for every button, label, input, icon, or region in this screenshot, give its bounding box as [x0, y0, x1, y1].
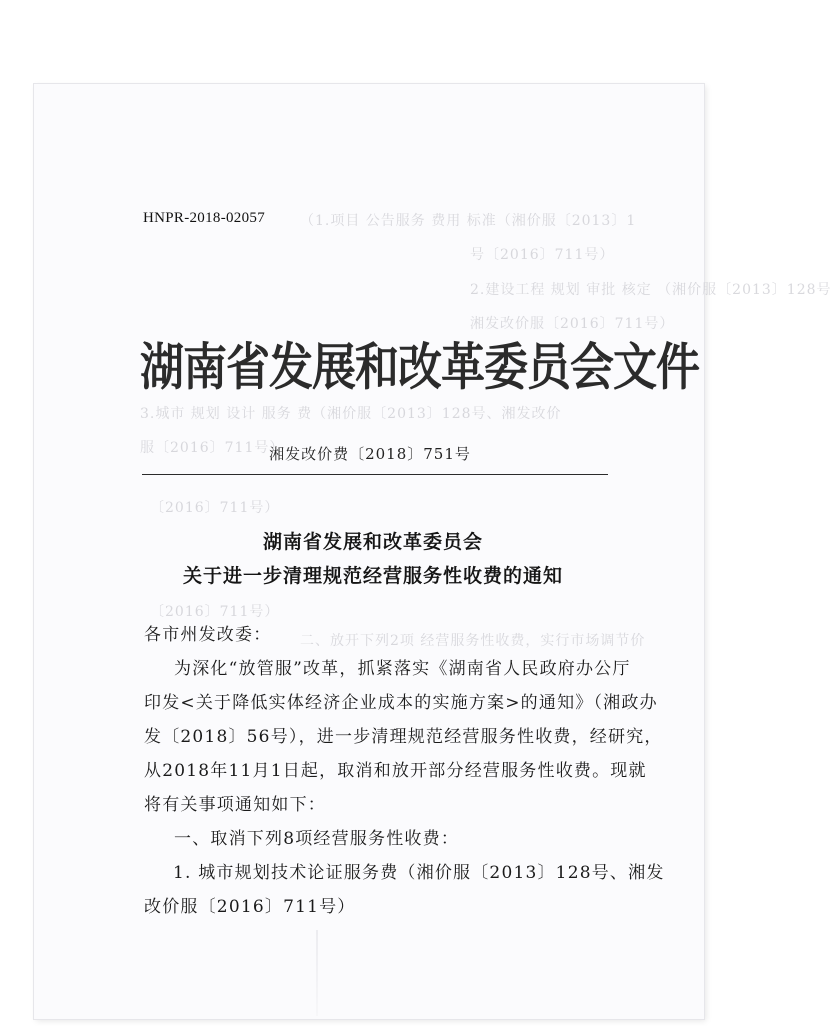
show-through-text: 2.建设工程 规划 审批 核定 （湘价服〔2013〕128号 [470, 282, 832, 298]
show-through-text: 号〔2016〕711号） [470, 247, 615, 263]
notice-title-line-2: 关于进一步清理规范经营服务性收费的通知 [182, 565, 563, 587]
document-code: HNPR-2018-02057 [143, 210, 266, 226]
addressee: 各市州发改委： [144, 625, 272, 645]
file-number: 湘发改价费〔2018〕751号 [269, 445, 471, 463]
show-through-text: （1.项目 公告服务 费用 标准（湘价服〔2013〕1 [300, 213, 637, 229]
show-through-text: 湘发改价服〔2016〕711号） [470, 316, 675, 332]
body-line-2: 印发<关于降低实体经济企业成本的实施方案>的通知》（湘政办 [144, 693, 658, 713]
section-heading: 一、取消下列8项经营服务性收费： [174, 829, 460, 849]
issuer-header: 湖南省发展和改革委员会文件 [140, 338, 699, 398]
show-through-text: 服〔2016〕711号） [140, 440, 285, 456]
scan-fold-mark [316, 930, 318, 1016]
body-line-5: 将有关事项通知如下： [144, 795, 326, 815]
notice-title-line-1: 湖南省发展和改革委员会 [262, 531, 483, 553]
body-line-3: 发〔2018〕56号），进一步清理规范经营服务性收费，经研究， [144, 727, 663, 747]
list-item-1-line-2: 改价服〔2016〕711号） [144, 897, 356, 917]
list-item-1-line-1: 1. 城市规划技术论证服务费（湘价服〔2013〕128号、湘发 [173, 863, 665, 883]
show-through-text: 二、放开下列2项 经营服务性收费，实行市场调节价 [300, 633, 646, 649]
body-line-1: 为深化“放管服”改革，抓紧落实《湖南省人民政府办公厅 [174, 659, 631, 679]
show-through-text: 3.城市 规划 设计 服务 费（湘价服〔2013〕128号、湘发改价 [140, 406, 562, 422]
header-divider-line [142, 474, 608, 475]
body-line-4: 从2018年11月1日起，取消和放开部分经营服务性收费。现就 [144, 761, 647, 781]
show-through-text: 〔2016〕711号） [150, 500, 280, 516]
show-through-text: 〔2016〕711号） [150, 604, 280, 620]
